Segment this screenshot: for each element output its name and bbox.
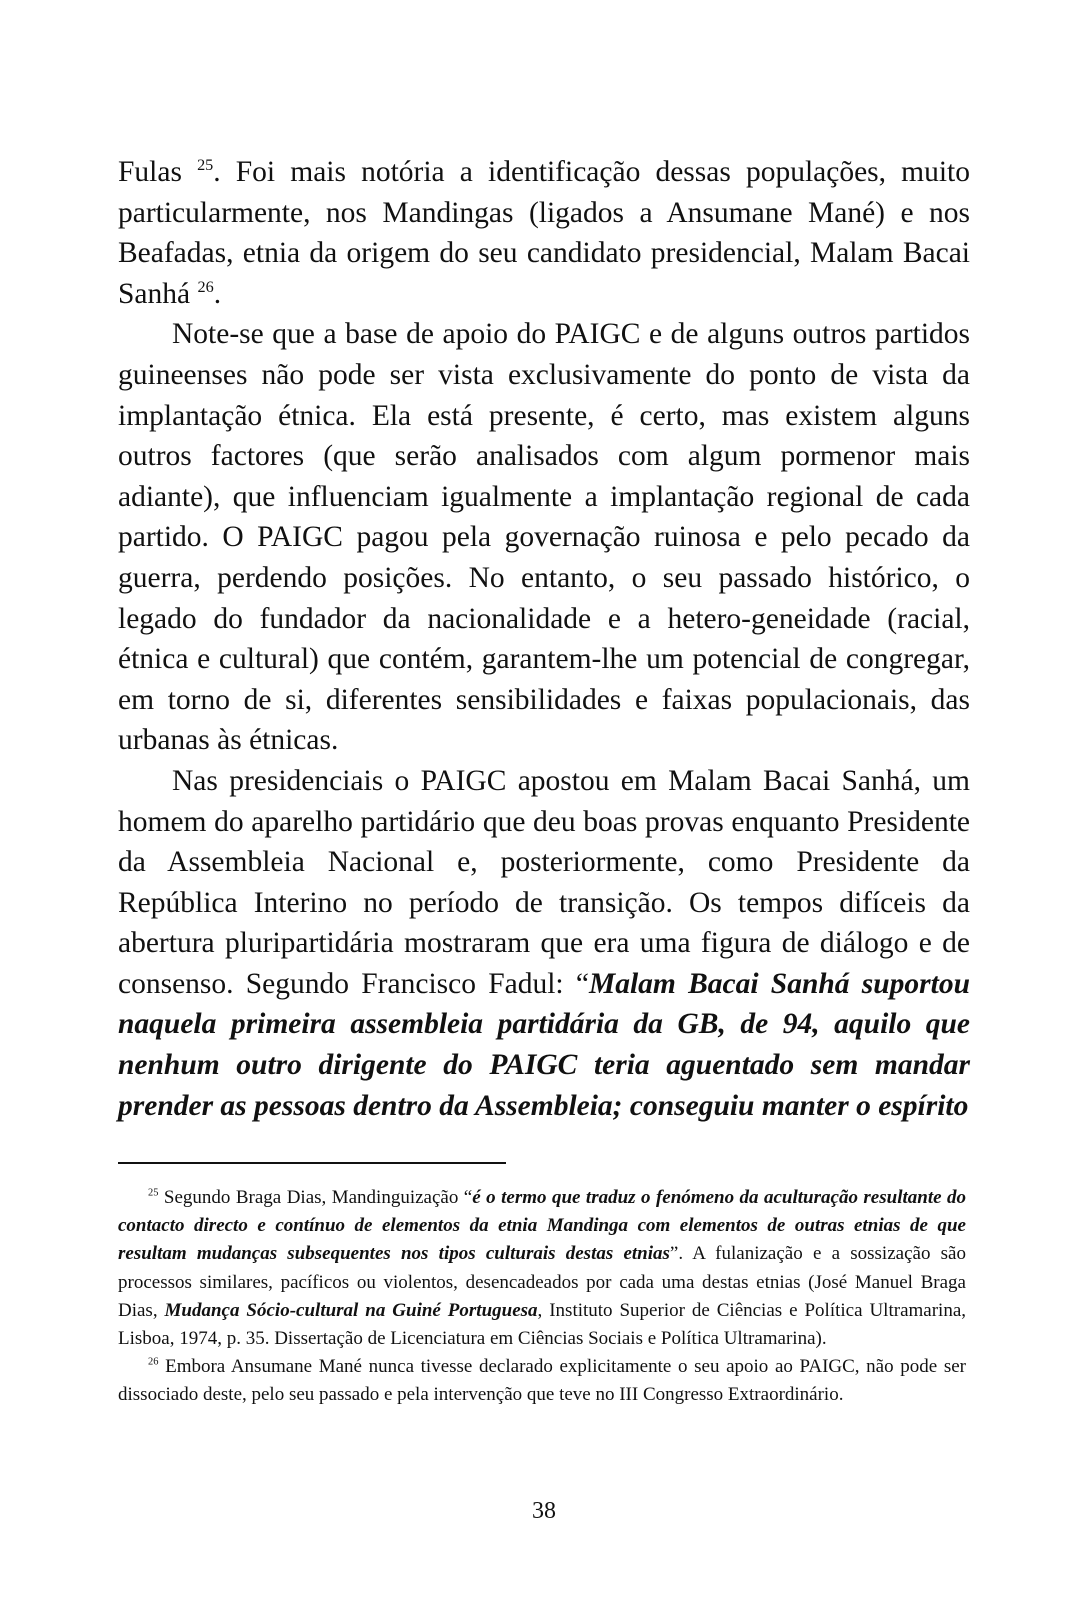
paragraph-1-text-end: .: [213, 277, 222, 310]
footnote-25-book-title: Mudança Sócio-cultural na Guiné Portuguesa: [164, 1299, 538, 1321]
fadul-quote: Malam Bacai Sanhá suportou naquela primeira assembleia partidária da GB, de 94, aquilo que nenhum outro dirigente do PAIGC teria aguentado sem mandar prender as pessoas dentro da Assembleia; conseguiu manter o espírito: [118, 967, 971, 1122]
paragraph-3-text: Nas presidenciais o PAIGC apostou em Malam Bacai Sanhá, um homem do aparelho partidário que deu boas provas enquanto Presidente da Assembleia Nacional e, posteriormente, como Presidente da República Interino no período de transição. Os tempos difíceis da abertura pluripartidária mostraram que era uma figura de diálogo e de consenso. Segundo Francisco Fadul: “: [118, 764, 970, 1000]
footnote-26-text: Embora Ansumane Mané nunca tivesse declarado explicitamente o seu apoio ao PAIGC, não pode ser dissociado deste, pelo seu passado e pela intervenção que teve no III Congresso Extraordinário.: [118, 1356, 966, 1406]
footnote-25-text-end: , Instituto Superior de Ciências e Política Ultramarina, Lisboa, 1974, p. 35. Dissertação de Licenciatura em Ciências Sociais e Política Ultramarina).: [118, 1299, 967, 1350]
main-text: [118, 152, 970, 1126]
footnote-25-text-middle: ”. A fulanização e a sossização são processos similares, pacíficos ou violentos, desencadeados por cada uma destas etnias (José Manuel Braga Dias,: [118, 1243, 966, 1321]
footnote-separator: [118, 1162, 506, 1164]
footnote-25-text-start: Segundo Braga Dias, Mandinguização “: [158, 1187, 473, 1208]
paragraph-1-text-middle: . Foi mais notória a identificação dessas populações, muito particularmente, nos Mandingas (ligados a Ansumane Mané) e nos Beafadas, etnia da origem do seu candidato presidencial, Malam Bacai Sanhá: [118, 156, 970, 310]
paragraph-1-text-start: Fulas: [118, 156, 198, 188]
paragraph-2: Note-se que a base de apoio do PAIGC e de alguns outros partidos guineenses não pode ser vista exclusivamente do ponto de vista da implantação étnica. Ela está presente, é certo, mas existem alguns outros factores (que serão analisados com algum pormenor mais adiante), que influenciam igualmente a implantação regional de cada partido. O PAIGC pagou pela governação ruinosa e pelo pecado da guerra, perdendo posições. No entanto, o seu passado histórico, o legado do fundador da nacionalidade e a hetero-geneidade (racial, étnica e cultural) que contém, garantem-lhe um potencial de congregar, em torno de si, diferentes sensibilidades e faixas populacionais, das urbanas às étnicas.: [118, 318, 970, 757]
footnotes: [118, 1184, 966, 1410]
footnote-26: [118, 1353, 966, 1409]
footnote-26-number: 26: [148, 1356, 159, 1368]
footnote-ref-25: 25: [197, 156, 214, 175]
footnote-ref-26: 26: [197, 277, 214, 296]
paragraph-3: [118, 761, 970, 1126]
page-number: 38: [532, 1498, 556, 1524]
paragraph-1: [118, 152, 970, 314]
footnote-25-definition: é o termo que traduz o fenómeno da aculturação resultante do contacto directo e contínuo de elementos da etnia Mandinga com elementos de outras etnias de que resultam mudanças subsequentes nos tipos culturais destas etnias: [118, 1187, 966, 1265]
footnote-25: [118, 1184, 966, 1353]
footnote-25-number: 25: [148, 1187, 159, 1199]
